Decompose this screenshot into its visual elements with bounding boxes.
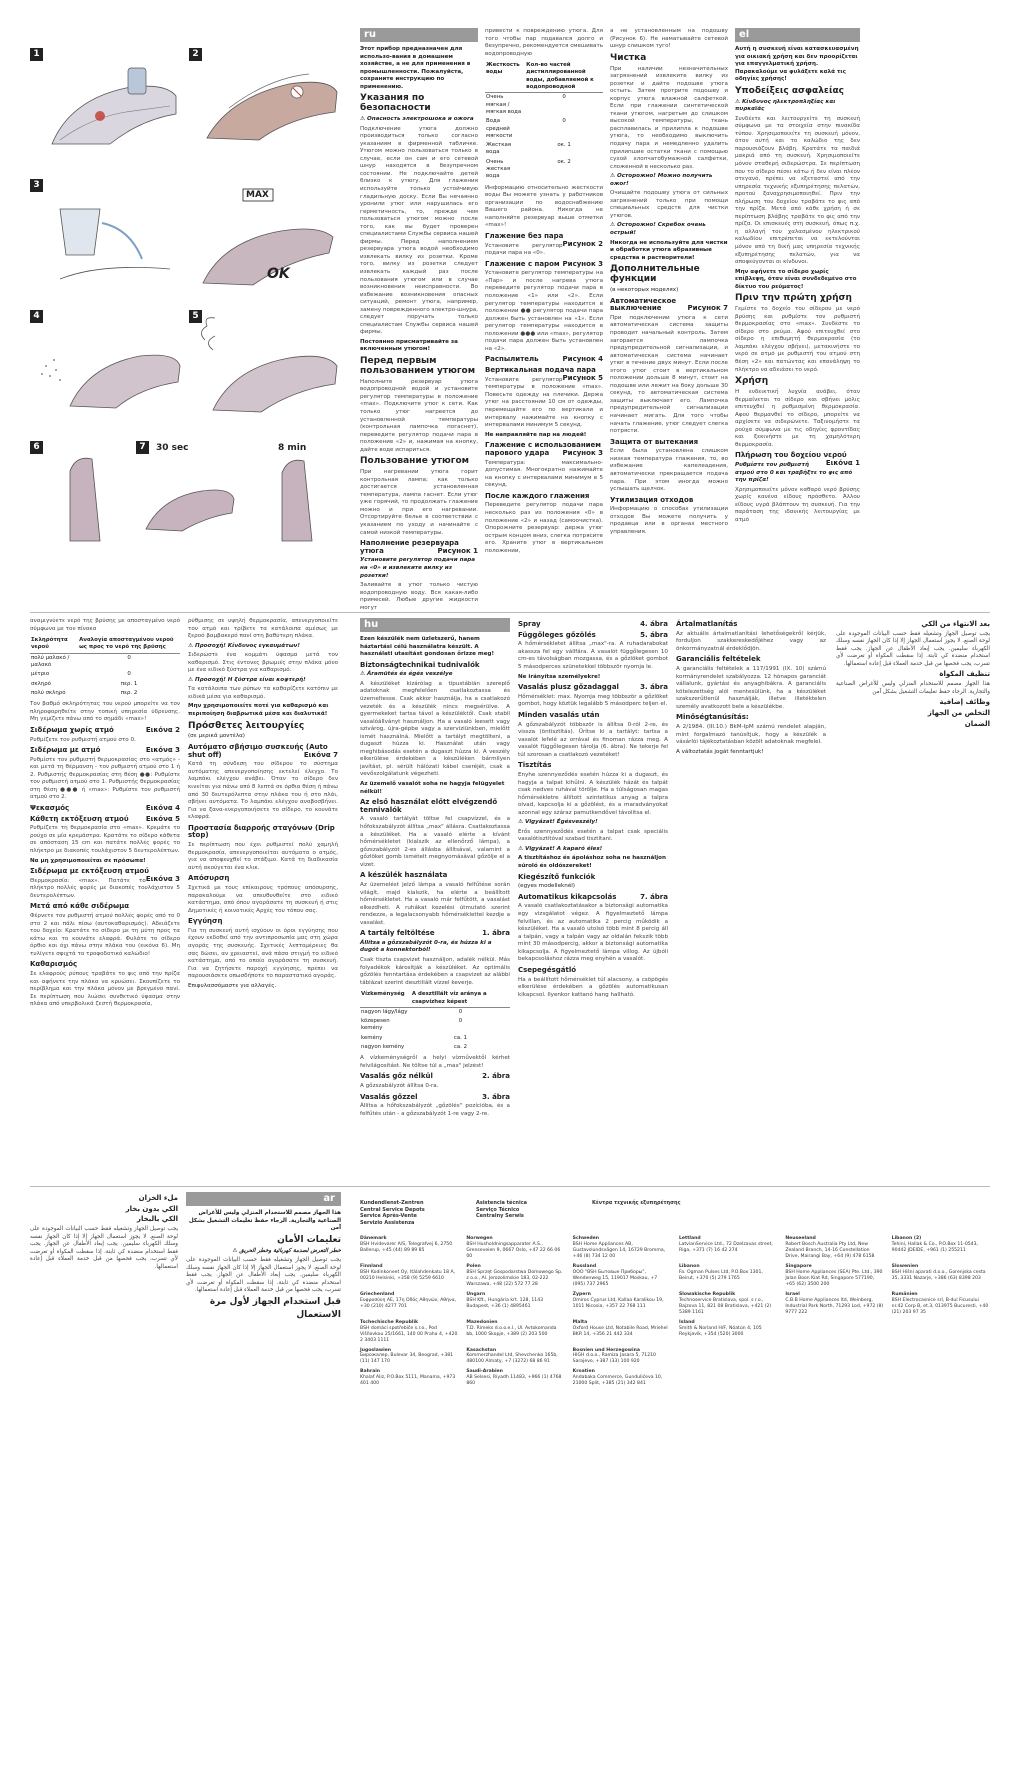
list-item: Israel C.B.B Home Appliances ltd, Weinberg, Industrial Park North, 71293 Lod, +972 (8) 9777 222 (785, 1291, 884, 1315)
iron-steam-burst-illustration (189, 310, 344, 435)
figure-4 (30, 310, 185, 435)
el-fill-warning: Ρυθμίστε τον ρυθμιστή ατμού στο 0 και τραβήξτε το φις από την πρίζα! (735, 462, 853, 484)
ru-vertical-text: Установите регулятор температуры в положение «max». Повесьте одежду на плечики. Держа утюг на расстоянии 10 см от одежды, перемещайте его по вертикали и интервалу нажимайте на кнопку с интервалами минимум 5 секунд. (485, 376, 603, 429)
ru-after-heading: После каждого глажения (485, 491, 590, 500)
ru-extra-heading: Дополнительные функции (610, 264, 700, 285)
list-item: Libanon (2) Tehini, Hallak & Co., P.O.Box 11-0543, 90442 JDEIDE, +961 (1) 255211 (891, 1236, 978, 1253)
ru-waste-text: Информацию о способах утилизации отходов Вы можете получить у продавца или в органах местного управления. (610, 506, 728, 535)
section-divider (30, 1186, 990, 1187)
ru-auto-off-text: При подключении утюга к сети автоматическая система защиты проводит начальный контроль. Затем загорается лампочка предупредительной сигнализации, и автоматическая система начинает утюг в течение двух минут. Если после этого утюг стоит в вертикальном положении дольше 8 минут, стоит на подошве или лежит на боку дольше 30 секунд, то автоматическая система защиты выключает его. Лампочка предупредительной сигнализации начинает мигать. Для того чтобы начать глажение, утюг следует слегка потрясти. (610, 314, 728, 435)
iron-fill-illustration (30, 48, 185, 173)
figure-number: 6 (30, 441, 43, 454)
ru-safety-heading: Указания по безопасности (360, 93, 431, 114)
max-label: MAX (246, 190, 269, 200)
el-water-hardness-table: Σκληρότητα νερού Αναλογία αποσταγμένου νερού ως προς το νερό της βρύσης πολύ μαλακό / μαλακό 0 μέτριο 0 σκληρό περ. 1 πολύ σκληρό περ. 2 (30, 636, 180, 698)
el-use-heading: Χρήση (735, 376, 769, 387)
list-item: Tschechische Republik BSH domácí spotřebiče s.r.o., Pod Višňovkou 25/1661, 140 00 Praha 4, +420 2 3403 1111 (360, 1319, 458, 1343)
ru-fill-warning: Установите регулятор подачи пара на «0» и извлеките вилку из розетки! (360, 557, 476, 579)
iron-spray-illustration (30, 310, 185, 435)
list-item: Bosnien und Herzegowina HIGH d.o.o., Ramiza Jasara 5, 71210 Sarajevo, +387 (33) 100 920 (572, 1347, 656, 1365)
ru-steam-heading: Глажение с паром (485, 259, 560, 268)
warning-icon: ⚠ (518, 819, 524, 826)
ru-drip-text: Если была установлена слишком низкая температура глажения, то, во избежание капелеадения, автоматически прекращается подача пара. При этом иногда можно услышать щелчок. (610, 448, 728, 493)
figure-5 (189, 310, 344, 435)
figure-number: 7 (136, 441, 149, 454)
hu-column-3: Ártalmatlanítás Az aktuális ártalmatlanítási lehetőségekről kérjük, forduljon szakkereskedőjéhez vagy az önkormányzatnál érdeklődjön. Garanciális feltételek A garanciális feltételek a 117/1991 (IX. 10) számú kormányrendelet szabályozza. 12 hónapos garanciát vállalunk, gyártási és anyaghibákra. A garanciális kötelezettség alól mentesülünk, ha a készüléket szakszerűtlenül használják, illetve illetéktelen személy avatkozott bele a készülékbe. Minőségtanúsítás: A 2/1984. (III.10.) BkM-IpM számú rendelet alapján, mint forgalmazó tanúsítjuk, hogy a készülék a vásárlói tájékoztatásban közölt adatoknak megfelel. A változtatás jogát fenntartjuk! (676, 620, 826, 755)
list-item: Singapore BSH Home Appliances (SEA) Pte. Ltd., 390 Jalan Boon Kiat Rd, Singapore 577190, +65 (62) 3500 200 (785, 1263, 883, 1287)
figure-number: 5 (189, 310, 202, 323)
list-item: Libanon Fa. Ogman Pulses Ltd, P.O.Box 1301, Beirut, +370 (5) 279 1765 (679, 1263, 763, 1281)
warning-icon: ⚠ (518, 845, 524, 852)
list-item: Island Smith & Norland H/F, Nóatún 4, 105 Reykjavík, +354 (520) 3000 (679, 1319, 762, 1337)
figure-3 (30, 179, 185, 304)
figure-6 (30, 441, 132, 551)
figure-1 (30, 48, 185, 173)
ru-dry-text: Установите регулятор подачи пара на «0». (485, 242, 563, 257)
ru-safety-note: Постоянно присматривайте за включенным утюгом! (360, 338, 458, 353)
ru-spray-heading: Распылитель (485, 355, 539, 364)
ru-fill-heading: Наполнение резервуара утюга (360, 539, 459, 555)
figure-3b (189, 179, 344, 304)
figure-8 (242, 441, 344, 551)
list-item: Lettland LatvianService Ltd., 72 Dzelzavas street, Riga, +371 (7) 16 42 274 (679, 1236, 773, 1253)
iron-upright-illustration (30, 441, 132, 551)
ru-col3-top: а не установленным на подошву (Рисунок 6). Не наматывайте сетевой шнур слишком туго! (610, 28, 728, 50)
table-row: Очень мягкая / мягкая вода 0 (486, 94, 566, 115)
figure-number: 1 (30, 48, 43, 61)
water-pour-illustration (30, 179, 185, 304)
ru-waste-heading: Утилизация отходов (610, 495, 694, 504)
warning-icon: ⚠ (360, 116, 366, 123)
table-header: Кол-во частей дистиллированной воды, добавляемой к водопроводной (525, 61, 603, 93)
warning-icon: ⚠ (610, 222, 616, 229)
table-row: Вода средней мягкости 0 (486, 118, 566, 139)
list-item: Kroatien Andabaka Commerce, Gundulićeva 10, 21000 Split, +385 (21) 342 841 (572, 1369, 663, 1387)
table-row: σκληρό περ. 1 (31, 680, 138, 687)
list-item: Polen BSH Sprzęt Gospodarstwa Domowego Sp. z o.o., Al. Jerozolimskie 183, 02-222 Warszawa, +48 (22) 572 77 28 (466, 1263, 563, 1287)
seconds-label: 30 sec (156, 443, 189, 453)
table-row: nagyon lágy/lágy 0 (361, 1008, 463, 1015)
ru-cleaning-text-2: Очищайте подошву утюга от сильных загрязнений только при помощи специальных средств для чистки утюгов. (610, 190, 728, 219)
language-tab-el: el (735, 28, 860, 42)
figure-number: 2 (189, 48, 202, 61)
table-row: πολύ σκληρό περ. 2 (31, 689, 138, 696)
ru-vertical-note: Не направляйте пар на людей! (485, 431, 587, 438)
table-row: πολύ μαλακό / μαλακό 0 (31, 654, 131, 668)
list-item: Schweden BSH Home Appliances AB, Gustavslundsvägen 14, 16729 Bromma, +46 (8) 734 12 00 (572, 1236, 666, 1259)
iron-dry-illustration (189, 48, 344, 173)
el-column-1: el Αυτή η συσκευή είναι κατασκευασμένη για οικιακή χρήση και δεν προορίζεται για επαγγελματική χρήση. Παρακαλούμε να φυλάξετε καλά τις οδηγίες χρήσης! Υποδείξεις ασφαλείας ⚠ Κίνδυνος ηλεκτροπληξίας και πυρκαϊάς Συνδέετε και λειτουργείτε τη συσκευή σύμφωνα με τα στοιχεία στην πινακίδα τύπου. Χρησιμοποιείτε τη συσκευή μόνον, όταν αυτή και το καλώδιο της δεν παρουσιάζουν βλάβη. Κρατάτε τα παιδιά μακριά από τη συσκευή. Χρησιμοποιείτε μόνον σταθερή σιδερώστρα. Σε περίπτωση που το σίδερο πέσει κάτω ή δεν είναι πλέον στεγανό, πρέπει να εξεταστεί από την υπηρεσία τεχνικής εξυπηρέτησης πελατών, προτού ξαναχρησιμοποιηθεί. Πριν την πλήρωση του δοχείου τραβάτε το φις από την πρίζα. Μετά από κάθε χρήση ή σε περίπτωση βλάβης τραβάτε το φις από την πρίζα. Οι επισκευές στη συσκευή, όπως π.χ. η αλλαγή του χαλασμένου ηλεκτρικού καλωδίου επιτρέπεται να εκτελούνται μόνον από τη δική μας υπηρεσία τεχνικής εξυπηρέτησης πελατών, για να αποφεύγονται οι κίνδυνοι. Μην αφήνετε το σίδερο χωρίς επίβλεψη, όταν είναι συνδεδεμένο στο δίκτυο του ρεύματος! Πριν την πρώτη χρήση Γεμίστε το δοχείο του σίδερου με νερό βρύσης και ρυθμίστε τον ρυθμιστή θερμοκρασίας στο «max». Συνδέστε το σίδερο στο ρεύμα. Αφού επιτευχθεί στο σίδερο η επιθυμητή θερμοκρασία (το λαμπάκι ελέγχου σβήνει), μετακινήστε το νερό σε ατμό με ρυθμιστή του ατμού στη θέση «2» και πατώντας και επανάληψη το πλήκτρο να αδειάσει το νερό. Χρήση Η ενδεικτική λυχνία ανάβει, όταν θερμαίνεται το σίδερο και σβήνει μόλις επιτευχθεί η ρυθμισμένη θερμοκρασία. Αφού θερμανθεί το σίδερο, μπορείτε να αρχίσετε να σιδερώνετε. Ταξινομήστε τα ρούχα σύμφωνα με τις οδηγίες φροντίδας και ξεκινήστε με τη χαμηλότερη θερμοκρασία. Πλήρωση του δοχείου νερού Εικόνα 1 Ρυθμίστε τον ρυθμιστή ατμού στο 0 και τραβήξτε το φις από την πρίζα! Χρησιμοποιείτε μόνον καθαρό νερό βρύσης χωρίς κανένα είδους πρόσθετο. Άλλου είδους υγρά βλάπτουν τη συσκευή. Για την παράταση της ιδανικής λειτουργίας με ατμό (735, 29, 860, 523)
list-item: Russland ООО "BSH Бытовые Приборы", Wendenweg 15, 119017 Moskau, +7 (095) 737 2965 (572, 1263, 658, 1287)
ru-use-heading: Пользование утюгом (360, 456, 470, 467)
ru-column-3: а не установленным на подошву (Рисунок 6). Не наматывайте сетевой шнур слишком туго! Чистка При наличии незначительных загрязнений извлеките вилку из розетки и дайте подошве утюга остыть. Затем протрите подошву и корпус утюга влажной салфеткой. Если при глажении синтетической ткани утюгом, нагретым до слишком высокой температуры, ткань расплавилась и прилипла к подошве утюга, то необходимо выключить подачу пара и немедленно удалить прилипшие остатки ткани с помощью сухой хлопчатобумажной салфетки, сложенной в несколько раз. ⚠ Осторожно! Можно получить ожог! Очищайте подошву утюга от сильных загрязнений только при помощи специальных средств для чистки утюгов. ⚠ Осторожно! Скребок очень острый! Никогда не используйте для чистки и обработки утюга абразивные средства и растворители! Дополнительные функции (в некоторых моделях) Автоматическое выключение Рисунок 7 При подключении утюга к сети автоматическая система защиты проводит начальный контроль. Затем загорается лампочка предупредительной сигнализации, и автоматическая система начинает утюг в течение двух минут. Если после этого утюг стоит в вертикальном положении дольше 8 минут, стоит на подошве или лежит на боку дольше 30 секунд, то автоматическая система защиты выключает его. Лампочка предупредительной сигнализации начинает мигать. Для того чтобы начать глажение, утюг следует слегка потрясти. Защита от вытекания Если была установлена слишком низкая температура глажения, то, во избежание капелеадения, автоматически прекращается подача пара. При этом иногда можно услышать щелчок. Утилизация отходов Информацию о способах утилизации отходов Вы можете получить у продавца или в органах местного управления. (610, 28, 728, 535)
warning-icon: ⚠ (188, 676, 194, 683)
warning-icon: ⚠ (232, 1247, 238, 1254)
el-col2-top: αναμιγνύετε νερό της βρύσης με αποσταγμένο νερό σύμφωνα με τον πίνακα (30, 618, 180, 632)
ar-column-1: بعد الانتهاء من الكي يجب توصيل الجهاز وتشغيله فقط حسب البيانات الموجودة على لوحة الصنع. لا يجوز استعمال الجهاز إلا إذا كان الجهاز نفسه وسلك الكهرباء سليمين. يجب إبعاد الأطفال عن الجهاز. يجب فقط استخدام منضدة كي ثابتة. إذا سقطت المكواة أو تعرضت لأي تسرب، يجب فحصها من قبل خدمة العملاء قبل إعادة استعمالها. تنظيف المكواة هذا الجهاز مصمم للاستخدام المنزلي وليس للأغراض الصناعية والتجارية. الرجاء حفظ تعليمات التشغيل بشكل آمن وظائف إضافية التخلص من الجهاز الضمان (836, 620, 990, 728)
ru-vertical-heading: Вертикальная подача пара (485, 366, 596, 375)
figure-2 (189, 48, 344, 173)
ru-burst-heading: Глажение с использованием парового удара (485, 441, 602, 457)
table-row: Очень жесткая вода ок. 2 (486, 158, 571, 180)
iron-upright-timer-illustration (242, 441, 344, 551)
hu-column-1: hu Ezen készülék nem üzletszerű, hanem háztartási célú használatra készült. A használati utasítást gondosan őrizze meg! Biztonságtechnikai tudnivalók ⚠ Áramütés és égés veszélye A készüléket kizárólag a típustáblán szereplő adatoknak megfelelően csatlakoztassa és üzemeltesse. Csak akkor használja, ha a csatlakozó vezeték és a készülék nincs megsérülve. A gyermekeket tartsa távol a készüléktől. Csak stabil vasalóállványt használjon. Ha a vasaló leesett vagy szivárog, újra-gépbe vagy a szerviziünkben, mielőtt ismét használná. Mielőtt a tartályt megtölteni, a dugaszt húzza ki. Használat után vagy meghibásodás esetén a dugaszt húzza ki. A veszély elkerülése érdekében a készüléken bármilyen javítást, pl. sérült hálózati kábel cseréjét, csak a vevőszolgálatunk végezheti. Az üzemelő vasalót soha ne hagyja felügyelet nélkül! Az első használat előtt elvégzendő tennivalók A vasaló tartályát töltse fel csapvízzel, és a hőfokszabályzót állítsa „max" állásra. Csatlakoztassa a készüléket. Ha a vasaló elérte a kívánt hőmérsékletet (kialszik az ellenőrző lámpa), a gőzszabályzót 2-es állásba állítsával, valamint a gőzlöket gomb ismételt megnyomásával gőzölje el a vizet. A készülék használata Az üzemelést jelző lámpa a vasaló felfűtése során világít, majd kialszik, ha elérte a beállított hőmérsékletet. Ha a vasaló már felfűtött, a vasalást elkezdheti. A ruhákat kezelési útmutató szerint rendezze, a legalacsonyabb hőmérséklettel kezdje a vasalást. A tartály feltöltése 1. ábra Állítsa a gőzszabályzót 0-ra, és húzza ki a dugót a konnektorból! Csak tiszta csapvizet használjon, adalék nélkül. Más folyadékok károsítják a készüléket. Az optimális gőzölés fenntartása érdekében a csapvizet az alábbi táblázat szerint desztillált vízzel keverje. Vízkeménység A desztillált víz aránya a csapvízhez képest nagyon lágy/lágy 0 közepesen kemény 0 kemény ca. 1 nagyon kemény ca. 2 A vízkeménységről a helyi vízművektől kérhet felvilágosítást. Ne töltse túl a „max" jelzést! Vasalás gőz nélkül 2. ábra A gőzszabályzót állítsa 0-ra. Vasalás gőzzel 3. ábra Állítsa a hőfokszabályzót „gőzölés" pozícióba, és a felfűtés után - a gőzszabályzót 1-re vagy 2-re. (360, 619, 510, 1117)
list-item: Neuseeland Robert Bosch Australia Pty Ltd, New Zealand Branch, 14-16 Constellation Drive, Mairangi Bay, +64 (9) 478 6158 (785, 1236, 875, 1259)
table-header: Жесткость воды (485, 61, 525, 93)
ru-after-text: Переведите регулятор подачи пара несколько раз из положения «0» в положение «2» и назад (самоочистка). Опорожните резервуар: держа утюг острым концом вниз, слегка потрясите его. Храните утюг в вертикальном положении, (485, 502, 603, 554)
el-fill-text: Χρησιμοποιείτε μόνον καθαρό νερό βρύσης χωρίς κανένα είδους πρόσθετο. Άλλου είδους υγρά βλάπτουν τη συσκευή. Για την παράταση της ιδανικής λειτουργίας με ατμό (735, 486, 860, 523)
el-safety-note: Μην αφήνετε το σίδερο χωρίς επίβλεψη, όταν είναι συνδεδεμένο στο δίκτυο του ρεύματος! (735, 268, 857, 290)
table-row: kemény ca. 1 (361, 1034, 468, 1041)
list-item: Slowenien BSH Hišni aparati d.o.o., Gorenjska cesta 35, 3331 Nazarje, +386 (63) 8398 203 (891, 1263, 986, 1281)
ok-label: OK (267, 266, 290, 282)
el-safety-text: Συνδέετε και λειτουργείτε τη συσκευή σύμφωνα με τα στοιχεία στην πινακίδα τύπου. Χρησιμοποιείτε τη συσκευή μόνον, όταν αυτή και το καλώδιο της δεν παρουσιάζουν βλάβη. Κρατάτε τα παιδιά μακριά από τη συσκευή. Χρησιμοποιείτε μόνον σταθερή σιδερώστρα. Σε περίπτωση που το σίδερο πέσει κάτω ή δεν είναι πλέον στεγανό, πρέπει να εξεταστεί από την υπηρεσία τεχνικής εξυπηρέτησης πελατών, προτού ξαναχρησιμοποιηθεί. Πριν την πλήρωση του δοχείου τραβάτε το φις από την πρίζα. Μετά από κάθε χρήση ή σε περίπτωση βλάβης τραβάτε το φις από την πρίζα. Οι επισκευές στη συσκευή, όπως π.χ. η αλλαγή του χαλασμένου ηλεκτρικού καλωδίου επιτρέπεται να εκτελούνται μόνον από τη δική μας υπηρεσία τεχνικής εξυπηρέτησης πελατών, για να αποφεύγονται οι κίνδυνοι. (735, 115, 860, 266)
list-item: Rumänien BSH Electrocasnice srl, B-dul Ficusului nr.42 Corp B, et.3, 013975 Bucuresti, +40 (21) 203 97 35 (891, 1291, 989, 1315)
figure-number: 3 (30, 179, 43, 192)
figure-7 (136, 441, 238, 551)
warning-icon: ⚠ (610, 173, 616, 180)
iron-flat-timer-illustration (136, 441, 238, 551)
ru-table-note: Информацию относительно жесткости воды Вы можете узнать у работников организации по водоснабжению Вашего района. Никогда не наполняйте резервуар выше отметки «max»! (485, 184, 603, 229)
el-column-2: αναμιγνύετε νερό της βρύσης με αποσταγμένο νερό σύμφωνα με τον πίνακα Σκληρότητα νερού Αναλογία αποσταγμένου νερού ως προς το νερό της βρύσης πολύ μαλακό / μαλακό 0 μέτριο 0 σκληρό περ. 1 πολύ σκληρό περ. 2 Τον βαθμό σκληρότητας του νερού μπορείτε να τον πληροφορηθείτε στην τοπική υπηρεσία ύδρευσης. Μη γεμίζετε πάνω από το σημάδι «max»! Σιδέρωμα χωρίς ατμό Εικόνα 2 Ρυθμίζετε τον ρυθμιστή ατμού στο 0. Σιδέρωμα με ατμό Εικόνα 3 Ρυθμίστε τον ρυθμιστή θερμοκρασίας στο «ατμός» - και μετά τη θέρμανση - τον ρυθμιστή ατμού στο 1 ή 2. Ρυθμιστής θερμοκρασίας στη θέση ●●: Ρυθμίστε τον ρυθμιστή ατμού στο 1. Ρυθμιστής θερμοκρασίας στη θέση ●●● ή «max»: Ρυθμίστε τον ρυθμιστή ατμού στο 2. Ψεκασμός Εικόνα 4 Κάθετη εκτόξευση ατμού Εικόνα 5 Ρυθμίζετε τη θερμοκρασία στο «max». Κρεμάτε το ρούχο σε μία κρεμάστρα. Κρατάτε το σίδερο κάθετα σε απόσταση 15 cm και πατάτε πολλές φορές το πλήκτρο με διακοπές τουλάχιστον 5 δευτερολέπτων. Να μη χρησιμοποιείται σε πρόσωπα! Σιδέρωμα με εκτόξευση ατμού Εικόνα 3 Θερμοκρασία: «max». Πατάτε το πλήκτρο πολλές φορές με διακοπές τουλάχιστον 5 δευτερολέπτων. Μετά από κάθε σιδέρωμα Φέρνετε τον ρυθμιστή ατμού πολλές φορές από το 0 στο 2 και πάλι πίσω (αυτοκαθαρισμός). Αδειάζετε του δοχείο: Κρατάτε το σίδερο με τη μύτη προς τα κάτω και το κουνάτε ελαφρά. Φυλάτε το σίδερο όρθιο και όχι πάνω στην πλάκα του (εικόνα 6). Μη τυλίγετε σφιχτά το τροφοδοτικό καλώδιο! Καθαρισμός Σε ελαφρούς ρύπους τραβάτε το φις από την πρίζα και αφήνετε την πλάκα να κρυώσει. Σκουπίζετε το περίβλημα και την πλάκα μόνον με βρεγμένο πανί. Σε περίπτωση που λιώσει συνθετικό ύφασμα στην πλάκα από υπερβολικά ζεστή θερμοκρασία, (30, 618, 180, 1008)
minutes-label: 8 min (278, 443, 307, 453)
ru-safety-warning: Опасность электрошока и ожога (366, 116, 474, 123)
el-use-text: Η ενδεικτική λυχνία ανάβει, όταν θερμαίνεται το σίδερο και σβήνει μόλις επιτευχθεί η ρυθμισμένη θερμοκρασία. Αφού θερμανθεί το σίδερο, μπορείτε να αρχίσετε να σιδερώνετε. Ταξινομήστε τα ρούχα σύμφωνα με τις οδηγίες φροντίδας και ξεκινήστε με τη χαμηλότερη θερμοκρασία. (735, 389, 860, 448)
ru-extra-sub: (в некоторых моделях) (610, 286, 679, 293)
service-addresses: Kundendienst-Zentren Central Service Depots Service Après-Vente Servizio Assistenza Asistencia técnica Serviço Técnico Centralny Serwis Κέντρα τεχνικής εξυπηρέτησης Dänemark BSH Hvidevarer A/S, Telegrafvej 6, 2750 Ballerup, +45 (44) 89 89 85 Norwegen BSH Husholdningsapparater A.S., Grenseveien 9, 0667 Oslo, +47 22 66 06 00 Schweden BSH Home Appliances AB, Gustavslundsvägen 14, 16729 Bromma, +46 (8) 734 12 00 Lettland LatvianService Ltd., 72 Dzelzavas street, Riga, +371 (7) 16 42 274 Neuseeland Robert Bosch Australia Pty Ltd, New Zealand Branch, 14-16 Constellation Drive, Mairangi Bay, +64 (9) 478 6158 Libanon (2) Tehini, Hallak & Co., P.O.Box 11-0543, 90442 JDEIDE, +961 (1) 255211 Finnland BSH Kodinkoneet Oy, Itälahdenkatu 18 A, 00210 Helsinki, +358 (9) 5259 6610 Polen BSH Sprzęt Gospodarstwa Domowego Sp. z o.o., Al. Jerozolimskie 183, 02-222 Warszawa, +48 (22) 572 77 28 Russland ООО "BSH Бытовые Приборы", Wendenweg 15, 119017 Moskau, +7 (095) 737 2965 Libanon Fa. Ogman Pulses Ltd, P.O.Box 1301, Beirut, +370 (5) 279 1765 Singapore BSH Home Appliances (SEA) Pte. Ltd., 390 Jalan Boon Kiat Rd, Singapore 577190, +65 (62) 3500 200 Slowenien BSH Hišni aparati d.o.o., Gorenjska cesta 35, 3331 Nazarje, +386 (63) 8398 203 Griechenland Ευφροσύνη AE, 17η Οδός Αθηνών, Αθήνα, +30 (210) 4277 701 Ungarn BSH Kft., Hungária krt. 128, 1143 Budapest, +36 (1) 4895461 Zypern Omiros Cyprus Ltd, Kallaa Karalikou 19, 1011 Nicosia, +357 22 768 111 Slowakische Republik Technoservice Bratislava, spol. s r.o., Bajzova 11, 821 08 Bratislava, +421 (2) 5389 1161 Israel C.B.B Home Appliances ltd, Weinberg, Industrial Park North, 71293 Lod, +972 (8) 9777 222 Rumänien BSH Electrocasnice srl, B-dul Ficusului nr.42 Corp B, et.3, 013975 Bucuresti, +40 (21) 203 97 35 Tschechische Republik BSH domácí spotřebiče s.r.o., Pod Višňovkou 25/1661, 140 00 Praha 4, +420 2 3403 1111 Mazedonien T.D. Rimeks d.o.o.e.l., Ul. Avtokomanda bb, 1000 Skopje, +389 (2) 203 500 Malta Oxford House Ltd, Notabile Road, Mriehel BKR 14, +356 21 442 334 Island Smith & Norland H/F, Nóatún 4, 105 Reykjavík, +354 (520) 3000 Jugoslawien Бирожалер, Bulevar 34, Beograd, +381 (11) 147 170 Kasachstan Kommerzhandel Ltd, Shevchenko 165b, 480100 Almaty, +7 (3272) 68 86 91 Bosnien und Herzegowina HIGH d.o.o., Ramiza Jasara 5, 71210 Sarajevo, +387 (33) 100 920 Bahrain Khalaf Aliz, P.O.Box 5111, Manama, +973 401 400 Saudi-Arabien AB Selsesi, Riyadh 11483, +966 (1) 4768 860 Kroatien Andabaka Commerce, Gundulićeva 10, 21000 Split, +385 (21) 342 841 (360, 1200, 989, 1387)
warning-icon: ⚠ (735, 98, 741, 105)
ru-first-use-heading: Перед первым пользованием утюгом (360, 356, 476, 376)
list-item: Zypern Omiros Cyprus Ltd, Kallaa Karalikou 19, 1011 Nicosia, +357 22 768 111 (572, 1291, 664, 1309)
figures-panel (30, 48, 348, 557)
ru-drip-heading: Защита от вытекания (610, 437, 699, 446)
table-row: közepesen kemény 0 (361, 1018, 463, 1032)
warning-icon: ⚠ (188, 642, 194, 649)
el-intro: Αυτή η συσκευή είναι κατασκευασμένη για οικιακή χρήση και δεν προορίζεται για επαγγελματική χρήση. Παρακαλούμε να φυλάξετε καλά τις οδηγίες χρήσης! (735, 46, 859, 83)
hu-water-hardness-table: Vízkeménység A desztillált víz aránya a csapvízhez képest nagyon lágy/lágy 0 közepesen kemény 0 kemény ca. 1 nagyon kemény ca. 2 (360, 990, 510, 1052)
ru-intro: Этот прибор предназначен для использо-вания в домашнем хозяйстве, а не для применения в промышленности. Пожалуйста, сохраните инструкцию по применению. (360, 46, 471, 90)
ru-cleaning-note: Никогда не используйте для чистки и обработки утюга абразивные средства и растворители! (610, 239, 728, 261)
list-item: Slowakische Republik Technoservice Bratislava, spol. s r.o., Bajzova 11, 821 08 Bratislava, +421 (2) 5389 1161 (679, 1291, 772, 1315)
ru-cleaning-heading: Чистка (610, 52, 647, 63)
el-column-3: ρύθμισης σε υψηλή θερμοκρασία, απενεργοποιείτε τον ατμό και τρίβετε τα κατάλοιπα αμέσως με ξεροό βαμβακερό πανί στη βαθύτερη πλάκα. ⚠ Προσοχή! Κίνδυνος εγκαυμάτων! Σιδερώστε ένα κομμάτι ύφασμα μετά τον καθαρισμό. Στις έντονες βρωμιές στην πλάκα μόνο με ένα ειδικό ξύστρα για καθαρισμό. ⚠ Προσοχή! Η ξύστρα είναι κοφτερή! Τα κατάλοιπα των ρύπων τα καθαρίζετε κατόπιν με ειδικά μέσα για καθαρισμό. Μην χρησιμοποιείτε ποτέ για καθαρισμό και περιποίηση διαβρωτικά μέσα και διαλυτικά! Πρόσθετες λειτουργίες (σε μερικά μοντέλα) Αυτόματο σβήσιμο συσκευής (Auto shut off) Εικόνα 7 Κατά τη σύνδεση του σίδερου το σύστημα αυτόματης απενεργοποίησης εκτελεί έλεγχο. Το λαμπάκι ελέγχου ανάβει. Όταν το σίδερο δεν κινείται για πάνω από 8 λεπτά σε όρθια θέση ή πάνω από 30 δευτερόλεπτα στην πλάκα του ή στο πλάι, σβήνει αυτόματα. Το λαμπάκι ελέγχου αναβοσβήνει. Για να ξανα-ενεργοποιήσετε το σίδερο, το κουνάτε ελαφρά. Προστασία διαρροής σταγόνων (Drip stop) Σε περίπτωση που έχει ρυθμιστεί πολύ χαμηλή θερμοκρασία, απενεργοποιείται αυτόματα ο ατμός, για να αποφευχθεί το στάξιμο. Κατά τη διαδικασία αυτή ακούγεται ένα κλικ. Απόσυρση Σχετικά με τους επίκαιρους τρόπους απόσυρσης, παρακαλούμε να απευθυνθείτε στο ειδικό κατάστημα, από όπου αγοράσατε τη συσκευή ή στις Δημοτικές ή κοινοτικές Αρχές του τόπου σας. Εγγύηση Για τη συσκευή αυτή ισχύουν οι όροι εγγύησης που έχουν εκδοθεί από την αντιπροσωπία μας στη χώρα αγοράς της συσκευής. Σχετικές λεπτομέρειες θα σας δώσει, αν χρειαστεί, ανά πάσα στιγμή το ειδικό κατάστημα, από το οποίο αγοράσατε τη συσκευή. Για να ζητήσετε παροχή εγγύησης, πρέπει να παρουσιάσετε οπωσδήποτε το παραστατικό αγοράς. Επιφυλασσόμαστε για αλλαγές. (188, 618, 338, 989)
el-first-use-text: Γεμίστε το δοχείο του σίδερου με νερό βρύσης και ρυθμίστε τον ρυθμιστή θερμοκρασίας στο «max». Συνδέστε το σίδερο στο ρεύμα. Αφού επιτευχθεί στο σίδερο η επιθυμητή θερμοκρασία (το λαμπάκι ελέγχου σβήνει), μετακινήστε το νερό σε ατμό με ρυθμιστή του ατμού στη θέση «2» και πατώντας και επανάληψη το πλήκτρο να αδειάσει το νερό. (735, 306, 860, 373)
ru-col2-top: привести к повреждению утюга. Для того чтобы пар подавался долго и безупречно, рекомендуется смешивать водопроводную (485, 28, 603, 57)
ru-water-hardness-table (485, 61, 603, 181)
list-item: Jugoslawien Бирожалер, Bulevar 34, Beograd, +381 (11) 147 170 (360, 1347, 454, 1365)
list-item: Griechenland Ευφροσύνη AE, 17η Οδός Αθηνών, Αθήνα, +30 (210) 4277 701 (360, 1291, 457, 1309)
list-item: Kasachstan Kommerzhandel Ltd, Shevchenko 165b, 480100 Almaty, +7 (3272) 68 86 91 (466, 1347, 558, 1365)
section-divider (30, 612, 990, 613)
table-row: nagyon kemény ca. 2 (361, 1044, 468, 1050)
ru-use-text: При нагревании утюга горит контрольная лампа; как только достигается установленная температура, лампа гаснет. Если утюг уже горячий, то продолжать глажение можно и при его нагревании. Отсортируйте белье в соответствии с указанием по уходу и начинайте с самой низкой температуры. (360, 469, 478, 536)
ru-fill-text: Заливайте в утюг только чистую водопроводную воду. Вся какая-либо примесей. Любые другие жидкости могут (360, 582, 478, 611)
ar-column-3: ar هذا الجهاز مصمم للاستخدام المنزلي وليس للأغراض الصناعية والتجارية. الرجاء حفظ تعليمات التشغيل بشكل آمن تعليمات الأمان خطر التعرض لصدمة كهربائية وخطر الحريق ⚠ يجب توصيل الجهاز وتشغيله فقط حسب البيانات الموجودة على لوحة الصنع. لا يجوز استعمال الجهاز إلا إذا كان الجهاز نفسه وسلك الكهرباء سليمين. يجب إبعاد الأطفال عن الجهاز. يجب فقط استخدام منضدة كي ثابتة. إذا سقطت المكواة أو تعرضت لأي تسرب، يجب فحصها من قبل خدمة العملاء قبل إعادة استعمالها. قبل استخدام الجهاز لأول مرة الاستعمال (186, 1193, 341, 1320)
el-safety-heading: Υποδείξεις ασφαλείας (735, 85, 844, 96)
ru-auto-off-heading: Автоматическое выключение (610, 296, 677, 313)
list-item: Saudi-Arabien AB Selsesi, Riyadh 11483, +966 (1) 4768 860 (466, 1369, 562, 1387)
language-tab-hu: hu (360, 618, 510, 632)
warning-icon: ⚠ (360, 671, 366, 678)
ar-column-2: ملء الخزان الكي بدون بخار الكي بالبخار يجب توصيل الجهاز وتشغيله فقط حسب البيانات الموجودة على لوحة الصنع. لا يجوز استعمال الجهاز إلا إذا كان الجهاز نفسه وسلك الكهرباء سليمين. يجب إبعاد الأطفال عن الجهاز. يجب فقط استخدام منضدة كي ثابتة. إذا سقطت المكواة أو تعرضت لأي تسرب، يجب فحصها من قبل خدمة العملاء قبل إعادة استعمالها. (30, 1194, 178, 1270)
ru-cleaning-text: При наличии незначительных загрязнений извлеките вилку из розетки и дайте подошве утюга остыть. Затем протрите подошву и корпус утюга влажной салфеткой. Если при глажении синтетической ткани утюгом, нагретым до слишком высокой температуры, ткань расплавилась и прилипла к подошве утюга, то необходимо выключить подачу пара и немедленно удалить прилипшие остатки ткани с помощью сухой хлопчатобумажной салфетки, сложенной в несколько раз. (610, 65, 728, 170)
ru-first-use-text: Наполните резервуар утюга водопроводной водой и установите регулятор температуры в положение «max». Подключите утюг к сети. Как только утюг нагреется до установленной температуры (контрольная лампочка погаснет), переведите регулятор подачи пара в положение «2» и, нажимая на кнопку, дайте воде испариться. (360, 378, 478, 453)
addresses-grid (360, 1232, 990, 1387)
table-row: Жесткая вода ок. 1 (486, 142, 571, 156)
figure-number: 4 (30, 310, 43, 323)
ru-dry-heading: Глажение без пара (485, 231, 564, 240)
table-row: μέτριο 0 (31, 671, 131, 678)
ru-fill-figure-ref: Рисунок 1 (437, 546, 478, 555)
list-item: Bahrain Khalaf Aliz, P.O.Box 5111, Manama, +973 401 400 (360, 1369, 456, 1387)
ru-column-1 (360, 28, 478, 611)
ru-safety-text: Подключение утюга должно производиться только согласно указаниям в фирменной табличке. Утюгом можно пользоваться только в случае, если он сам и его сетевой шнур находятся в безупречном состоянии. Не подключайте детей близко к утюгу. Для глажения используйте только устойчивую гладильную доску. Если Вы нечаянно уронили утюг или нарушилась его герметичность, то, прежде чем пользоваться утюгом можно после того, как вы будет проверен специалистами Службы сервиса нашей фирмы. Перед наполнением резервуара утюга водой необходимо извлекать вилку из розетки. Кроме того, вилку из розетки следует извлекать каждый раз после пользования утюгом или в случае возникновения неисправности. Во избежание возникновения опасных ситуаций, ремонт утюга, например, замену поврежденного электро-шнура, следует поручать только специалистам Службы сервиса нашей фирмы. (360, 125, 478, 336)
list-item: Malta Oxford House Ltd, Notabile Road, Mriehel BKR 14, +356 21 442 334 (572, 1319, 668, 1337)
ru-burst-text: Температура: максимально-допустимая. Многократно нажимайте на кнопку с интервалами минимум в 5 секунд. (485, 459, 603, 489)
list-item: Ungarn BSH Kft., Hungária krt. 128, 1143 Budapest, +36 (1) 4895461 (466, 1291, 544, 1309)
list-item: Norwegen BSH Husholdningsapparater A.S., Grenseveien 9, 0667 Oslo, +47 22 66 06 00 (466, 1236, 561, 1259)
hu-column-2: Spray 4. ábra Függőleges gőzölés 5. ábra A hőmérsékletet állítsa „max"-ra. A ruhadarabokat akassza fel egy vállfára. A vasalót függőlegesen 10 cm-es távolságban mozgassa, és a gőzlöket gombot 5 másodperces szünetekkel többször nyomja le. Ne irányítsa személyekre! Vasalás plusz gőzadaggal 3. ábra Hőmérséklet: max. Nyomja meg többször a gőzlöket gombot, hogy köztük legalább 5 másodperc teljen el. Minden vasalás után A gőzszabályzót többször is állítsa 0-ról 2-re, és vissza (öntisztítás). Ürítse ki a tartályt: tartsa a vasalót lefelé az orrával és finoman rázza meg. A vasalót függőlegesen tárolja (6. ábra). Ne tekerje fel túl szorosan a csatlakozó vezetéket! Tisztítás Enyhe szennyeződés esetén húzza ki a dugaszt, és hagyja a talpat kihűlni. A készülék házát és talpát csak nedves ruhával törölje. Ha a túlságosan magas hőmérsékletre állított szintetikus anyag a talpra olvad, kapcsolja ki a gőzölést, és a maradványokat azonnal egy száraz pamutkendővel távolítsa el. ⚠ Vigyázat! Égésveszély! Erős szennyeződés esetén a talpat csak speciális vasalótisztítóval szabad tisztítani. ⚠ Vigyázat! A kaparó éles! A tisztításhoz és ápoláshoz soha ne használjon súroló és oldószereket! Kiegészítő funkciók (egyes modelleknél) Automatikus kikapcsolás 7. ábra A vasaló csatlakoztatásakor a biztonsági automatika egy vizsgálatot végez. A figyelmeztető lámpa felvillan, és az automatika 2 percig működik a készüléket. Ha a vasaló utolsó több mint 8 percig áll a talpán, vagy a talpán vagy az oldalán fekszik több mint 30 másodpercig, akkor a biztonsági automatika kikapcsolja. A figyelmeztető lámpa villog. Az újbóli bekapcsoláshoz rázza meg enyhén a vasalót. Csepegésgátló Ha a beállított hőmérséklet túl alacsony, a csöpögés elkerülése érdekében a gőzölés automatikusan kikapcsol. Ilyenkor kattanó hang hallható. (518, 620, 668, 998)
language-tab-ru: ru (360, 28, 478, 42)
ru-column-2: привести к повреждению утюга. Для того чтобы пар подавался долго и безупречно, рекомендуется смешивать водопроводную Жесткость воды Кол-во частей дистиллированной воды, добавляемой к водопроводной Очень мягкая / мягкая вода 0 Вода средней мягкости 0 Жесткая вода ок. 1 Очень жесткая вода ок. 2 Информацию относительно жесткости воды Вы можете узнать у работников организации по водоснабжению Вашего района. Никогда не наполняйте резервуар выше отметки «max»! Глажение без пара Рисунок 2 Установите регулятор подачи пара на «0». Глажение с паром Рисунок 3 Установите регулятор температуры на «Пар» и после нагрева утюга переведите регулятор подачи пара в положение «1» или «2». Если регулятор температуры находится в положении ●● регулятор подачи пара должен быть установлен на «1». Если регулятор температуры находится в положении ●●● или «max», регулятор подачи пара должен быть установлен на «2». Распылитель Рисунок 4 Вертикальная подача пара Рисунок 5 Установите регулятор температуры в положение «max». Повесьте одежду на плечики. Держа утюг на расстоянии 10 см от одежды, перемещайте его по вертикали и интервалу нажимайте на кнопку с интервалами минимум 5 секунд. Не направляйте пар на людей! Глажение с использованием парового удара Рисунок 3 Температура: максимально-допустимая. Многократно нажимайте на кнопку с интервалами минимум в 5 секунд. После каждого глажения Переведите регулятор подачи пара несколько раз из положения «0» в положение «2» и назад (самоочистка). Опорожните резервуар: держа утюг острым концом вниз, слегка потрясите его. Храните утюг в вертикальном положении, (485, 28, 603, 554)
ru-steam-text: Установите регулятор температуры на «Пар» и после нагрева утюга переведите регулятор подачи пара в положение «1» или «2». Если регулятор температуры находится в положении ●● регулятор подачи пара должен быть установлен на «1». Если регулятор температуры находится в положении ●●● или «max», регулятор подачи пара должен быть установлен на «2». (485, 270, 603, 352)
el-first-use-heading: Πριν την πρώτη χρήση (735, 293, 852, 304)
list-item: Finnland BSH Kodinkoneet Oy, Itälahdenkatu 18 A, 00210 Helsinki, +358 (9) 5259 6610 (360, 1263, 456, 1281)
language-tab-ar: ar (186, 1192, 341, 1206)
list-item: Dänemark BSH Hvidevarer A/S, Telegrafvej 6, 2750 Ballerup, +45 (44) 89 89 85 (360, 1236, 453, 1253)
list-item: Mazedonien T.D. Rimeks d.o.o.e.l., Ul. Avtokomanda bb, 1000 Skopje, +389 (2) 203 500 (466, 1319, 557, 1337)
